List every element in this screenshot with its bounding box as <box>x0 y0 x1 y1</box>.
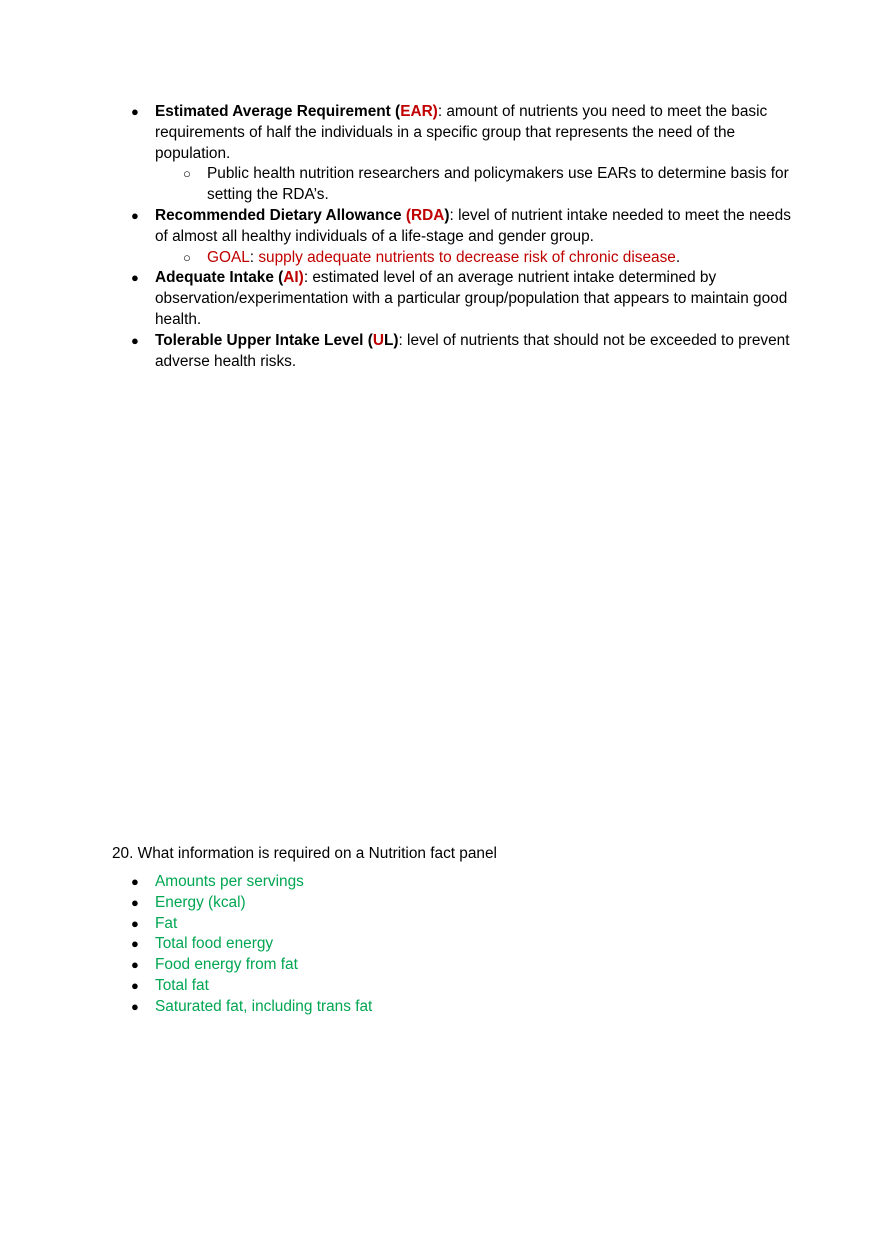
bullet-icon: ● <box>131 936 139 952</box>
term-ear: Estimated Average Requirement ( <box>155 103 401 120</box>
goal-end: . <box>675 248 681 266</box>
hollow-bullet-icon: ○ <box>183 249 191 265</box>
answer-item <box>131 997 372 1018</box>
description-rda: : level of nutrient intake needed to meet the needs of almost all healthy individuals of a life-stage and gender group. <box>155 206 791 245</box>
term-ai: Adequate Intake ( <box>155 269 284 287</box>
bullet-icon: ● <box>131 207 139 223</box>
definitions-list <box>131 102 791 372</box>
answers-list <box>131 872 372 1018</box>
bullet-icon: ● <box>131 894 139 910</box>
goal-text: supply adequate nutrients to decrease risk of chronic disease <box>258 248 676 266</box>
sublist-ear <box>155 164 791 206</box>
list-item-ul <box>131 331 791 373</box>
answer-text: Amounts per servings <box>155 873 304 890</box>
bullet-icon: ● <box>131 104 139 119</box>
description-ul: : level of nutrients that should not be exceeded to prevent adverse health risks. <box>155 331 790 370</box>
bullet-icon: ● <box>131 915 139 931</box>
acronym-ear: EAR) <box>400 103 438 120</box>
answer-item <box>131 893 372 914</box>
bullet-icon: ● <box>131 270 139 286</box>
description-ai: : estimated level of an average nutrient intake determined by observation/experimentation with a particular group/population that appears to maintain good health. <box>155 269 788 328</box>
sub-item-rda <box>183 248 791 269</box>
term-rda: Recommended Dietary Allowance <box>155 206 406 224</box>
acronym-ul: U <box>372 331 384 349</box>
answer-text: Total fat <box>155 976 209 994</box>
bullet-icon: ● <box>131 977 139 993</box>
acronym-ai: AI) <box>283 269 304 287</box>
acronym-rda: (RDA <box>405 206 445 224</box>
term-ul-close: L) <box>383 331 399 349</box>
sublist-rda <box>155 248 791 269</box>
hollow-bullet-icon: ○ <box>183 166 191 182</box>
question-heading: 20. What information is required on a Nutrition fact panel <box>112 845 497 862</box>
list-item-ai <box>131 268 791 330</box>
bullet-icon: ● <box>131 332 139 348</box>
answer-item <box>131 955 372 976</box>
answer-text: Food energy from fat <box>155 956 298 974</box>
bullet-icon: ● <box>131 957 139 973</box>
answer-text: Saturated fat, including trans fat <box>155 997 373 1015</box>
answer-text: Energy (kcal) <box>155 893 246 911</box>
term-rda-close: ) <box>444 206 450 224</box>
goal-colon: : <box>249 248 259 266</box>
list-item-rda <box>131 206 791 268</box>
bullet-icon: ● <box>131 998 139 1014</box>
term-ul: Tolerable Upper Intake Level ( <box>155 331 373 349</box>
description-ear: : amount of nutrients you need to meet the basic requirements of half the individuals in a specific group that represents the need of the population. <box>155 103 768 162</box>
bullet-icon: ● <box>131 874 139 889</box>
answer-item <box>131 914 372 935</box>
answer-item <box>131 934 372 955</box>
answer-text: Total food energy <box>155 935 274 953</box>
sub-text-ear: Public health nutrition researchers and policymakers use EARs to determine basis for setting the RDA’s. <box>207 165 789 204</box>
answer-item <box>131 872 372 893</box>
answer-text: Fat <box>155 914 178 932</box>
list-item-ear <box>131 102 791 206</box>
sub-item-ear <box>183 164 791 206</box>
goal-label: GOAL <box>207 248 250 266</box>
answer-item <box>131 976 372 997</box>
